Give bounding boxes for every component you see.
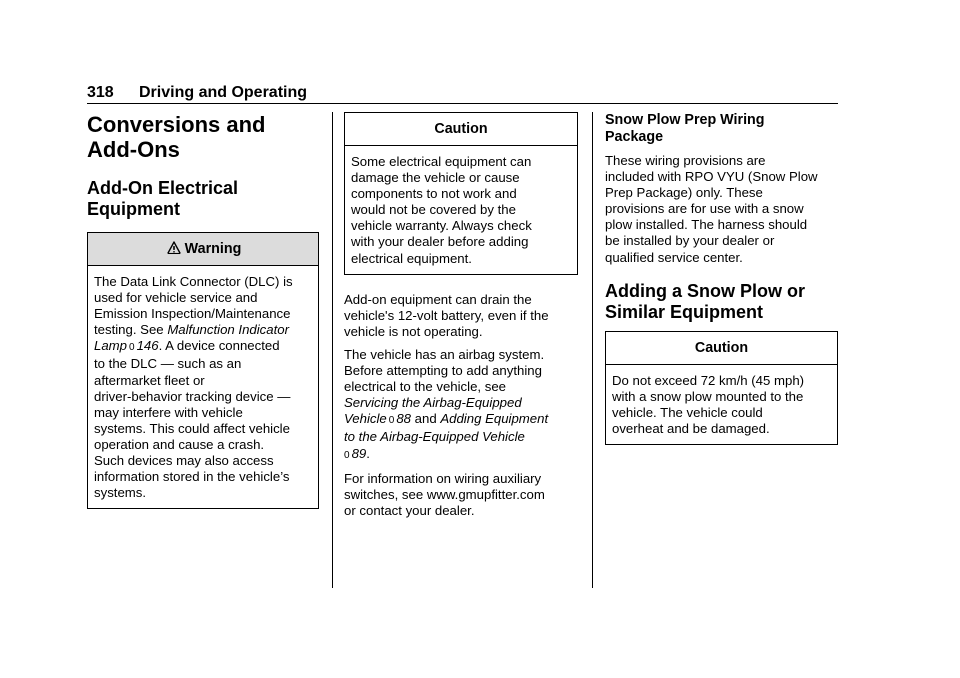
page-reference[interactable]: 88	[396, 411, 411, 427]
heading-conversions: Conversions and Add-Ons	[87, 112, 266, 162]
warning-box	[87, 232, 319, 509]
caution-header: Caution	[345, 113, 577, 146]
column-middle	[344, 112, 578, 519]
page-number: 318	[87, 84, 114, 101]
cross-reference-link[interactable]: Servicing the Airbag-Equipped	[344, 395, 522, 411]
cross-reference-link[interactable]: Lamp	[94, 338, 127, 354]
paragraph-wiring-info: For information on wiring auxiliary switches, see www.gmupfitter.com or contact your dealer.	[344, 470, 545, 518]
caution-body	[345, 146, 577, 274]
column-left	[87, 112, 319, 509]
heading-snow-plow-prep: Snow Plow Prep Wiring Package	[605, 112, 765, 145]
caution-box	[605, 331, 838, 445]
column-divider	[332, 112, 333, 588]
page-header	[87, 83, 838, 104]
warning-body	[88, 266, 318, 508]
paragraph-battery: Add-on equipment can drain the vehicle's 12-volt battery, even if the vehicle is not operating.	[344, 291, 549, 339]
cross-reference-link[interactable]: Malfunction Indicator	[167, 322, 289, 338]
heading-adding-snow-plow: Adding a Snow Plow or Similar Equipment	[605, 280, 805, 322]
caution-header: Caution	[606, 332, 837, 365]
page-ref-icon: 0	[344, 449, 350, 461]
caution-text: Do not exceed 72 km/h (45 mph) with a snow plow mounted to the vehicle. The vehicle could overheat and be damaged.	[612, 372, 805, 436]
caution-body	[606, 365, 837, 444]
page-ref-icon: 0	[388, 415, 395, 427]
warning-text: The Data Link Connector (DLC) is used for vehicle service and Emission Inspection/Maintenance testing. See Malfunction Indicator Lamp 0 146. A device connected to the DLC — such as an aftermarket fleet or driver-behavior tracking device — may interfere with vehicle systems. This could affect vehicle operation and cause a crash. Such devices may also access information stored in the vehicle’s systems.	[94, 274, 293, 501]
paragraph-airbag: The vehicle has an airbag system. Before attempting to add anything electrical to the vehicle, see Servicing the Airbag-Equipped Vehicle 0 88 and Adding Equipment to the Airbag-Equipped Vehicle 0 89.	[344, 346, 549, 461]
page-reference[interactable]: 146	[136, 338, 159, 354]
caution-box	[344, 112, 578, 275]
column-right	[605, 112, 838, 445]
cross-reference-link[interactable]: Vehicle	[344, 411, 387, 427]
warning-triangle-icon	[165, 238, 183, 256]
paragraph-snow-plow-prep: These wiring provisions are included with RPO VYU (Snow Plow Prep Package) only. These provisions are for use with a snow plow installed. The harness should be installed by your dealer or qualified service center.	[605, 153, 818, 265]
page-reference[interactable]: 89	[351, 445, 367, 461]
cross-reference-link[interactable]: Adding Equipment	[440, 411, 549, 427]
caution-text: Some electrical equipment can damage the vehicle or cause components to not work and would not be covered by the vehicle warranty. Always check with your dealer before adding electrical equipment.	[351, 154, 532, 266]
heading-add-on-electrical: Add-On Electrical Equipment	[87, 178, 239, 219]
warning-header	[88, 233, 318, 266]
page-ref-icon: 0	[129, 342, 135, 354]
column-divider	[592, 112, 593, 588]
warning-title: Warning	[184, 241, 242, 257]
cross-reference-link[interactable]: to the Airbag-Equipped Vehicle	[344, 429, 525, 445]
section-title: Driving and Operating	[139, 84, 308, 101]
